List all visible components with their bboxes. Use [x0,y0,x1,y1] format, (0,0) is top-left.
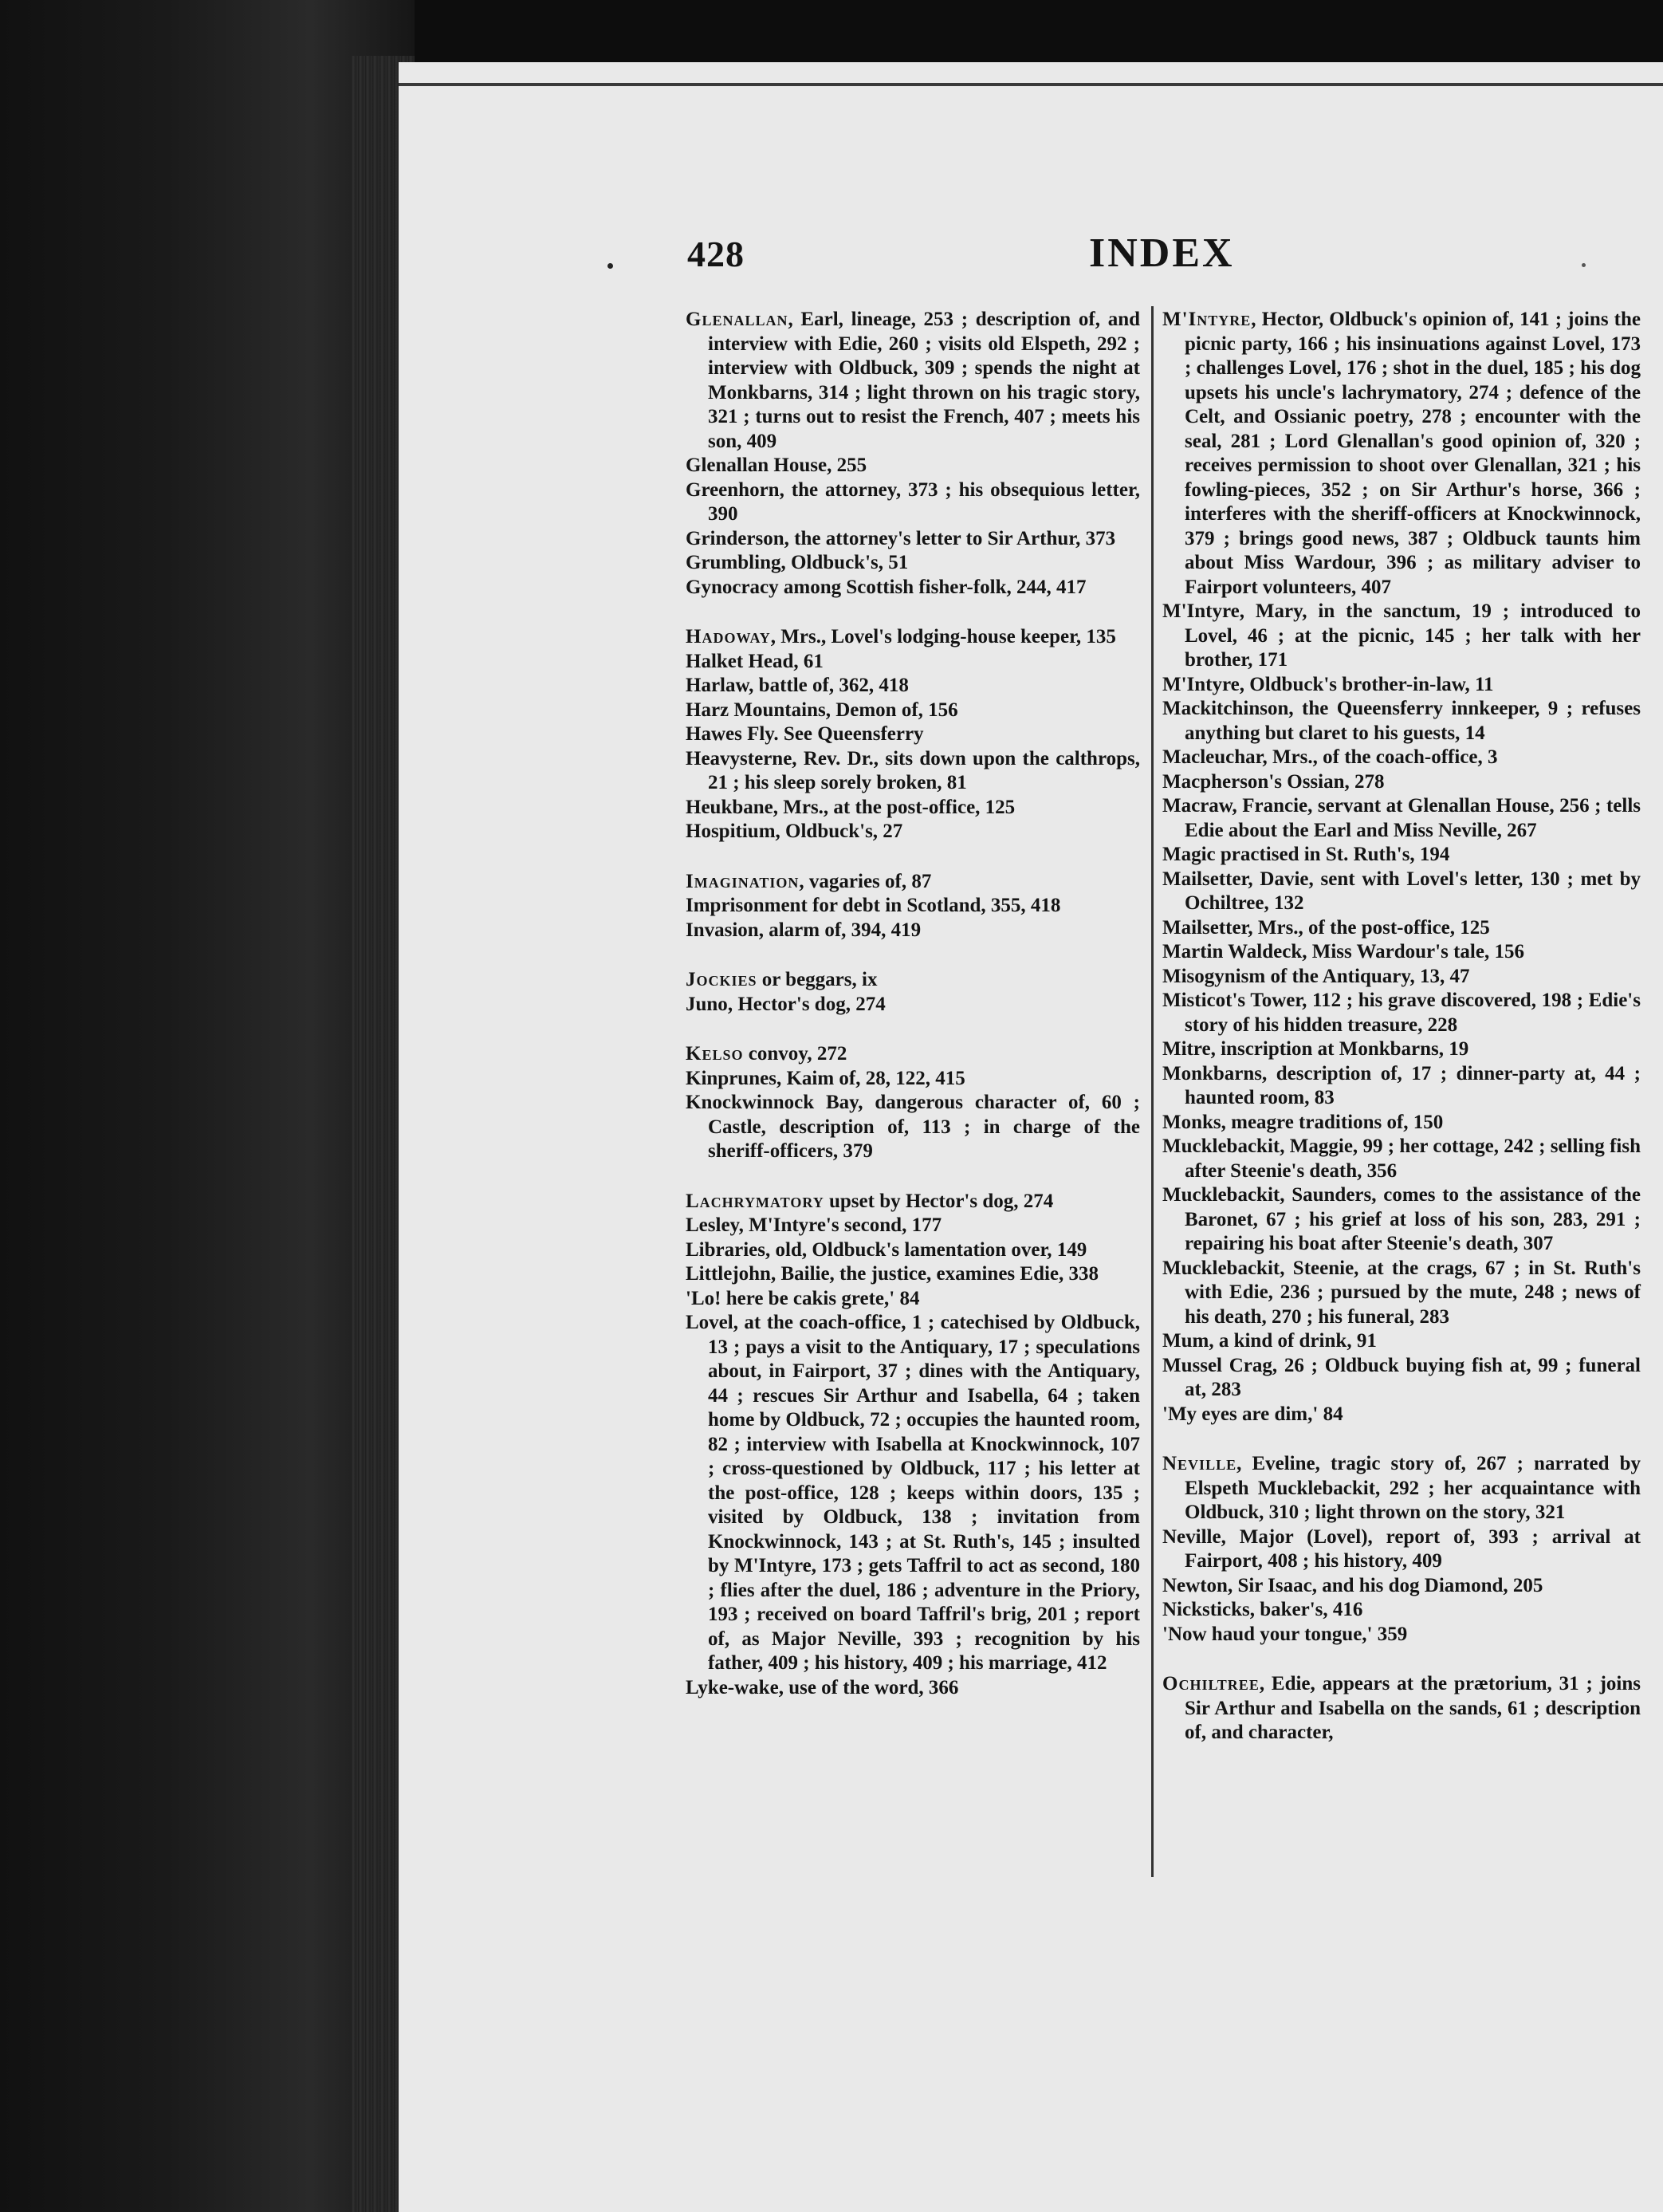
index-entry-head: Macpherson's Ossian [1162,770,1345,793]
index-entry-text: , Steenie, at the crags, 67 ; in St. Ruth's with Edie, 236 ; pursued by the mute, 248 ; news of his death, 270 ; his funeral, 283 [1185,1257,1641,1328]
index-column-left [686,308,1140,1700]
index-entry-head: M'Intyre [1162,673,1240,695]
index-entry-text: for debt in Scotland, 355, 418 [807,895,1061,916]
ink-speck [607,263,613,269]
index-entry-text: , meagre traditions of, 150 [1221,1111,1444,1133]
index-entry-head: Jockies [686,969,757,990]
index-entry [1162,1183,1641,1257]
index-entry-head: Hawes Fly [686,723,774,745]
index-entry [686,454,1140,478]
index-entry-head: Knockwinnock Bay [686,1092,859,1113]
index-entry [686,551,1140,576]
index-entry-head: Hadoway [686,626,771,647]
index-entry [686,478,1140,527]
page-number: 428 [687,234,745,274]
index-entry-text: , Bailie, the justice, examines Edie, 338 [770,1263,1099,1285]
index-entry-text: , Hector's dog, 274 [727,993,886,1015]
index-entry [686,674,1140,699]
index-entry [1162,843,1641,868]
index-entry [1162,965,1641,990]
page-title: INDEX [1089,230,1235,276]
letter-group-gap [686,943,1140,968]
index-entry-text: , Mrs., of the post-office, 125 [1248,916,1490,939]
index-entry [1162,1452,1641,1525]
index-entry-head: Lesley [686,1214,739,1236]
index-entry [686,722,1140,747]
index-entry-text: , Oldbuck's, 51 [780,552,909,573]
index-entry-head: Mum [1162,1330,1209,1352]
index-entry [1162,1574,1641,1599]
index-entry-text: , vagaries of, 87 [799,870,932,892]
index-entry-text: convoy, 272 [743,1043,847,1065]
index-entry-head: Misticot's Tower [1162,990,1303,1011]
index-entry [1162,1672,1641,1746]
index-entry-head: 'My eyes are dim,' [1162,1403,1319,1425]
index-entry-head: Mussel Crag [1162,1354,1272,1376]
index-entry-head: Gynocracy [686,576,779,598]
index-entry-head: Hospitium [686,821,776,842]
index-entry-text: , inscription at Monkbarns, 19 [1210,1038,1469,1060]
index-entry-head: Neville [1162,1453,1237,1474]
index-entry [1162,1111,1641,1136]
index-entry-head: Mailsetter [1162,916,1248,939]
index-entry-head: Grumbling [686,552,781,573]
index-entry-text: 359 [1372,1623,1408,1645]
index-entry [686,1091,1140,1164]
column-divider [1151,306,1154,1877]
index-entry-text: , Francie, servant at Glenallan House, 256 ; tells Edie about the Earl and Miss Neville, 267 [1185,795,1641,841]
index-entry-head: Glenallan House [686,455,828,476]
index-entry-text: among Scottish fisher-folk, 244, 417 [778,576,1087,598]
index-entry-text: , dangerous character of, 60 ; Castle, description of, 113 ; in charge of the sheriff-officers, 379 [708,1092,1140,1162]
index-entry [1162,1525,1641,1574]
index-entry-text: , a kind of drink, 91 [1209,1330,1377,1352]
index-entry-head: 'Lo! here be cakis grete,' [686,1287,895,1309]
index-entry [686,699,1140,723]
index-entry-text: , Mrs., at the post-office, 125 [773,796,1016,818]
index-entry-text: , 61 [793,650,824,672]
index-entry-head: Grinderson [686,527,784,549]
index-entry [1162,600,1641,673]
index-entry [686,796,1140,821]
index-entry [686,894,1140,919]
index-entry [686,1676,1140,1701]
index-entry [1162,770,1641,795]
index-entry [686,993,1140,1017]
index-entry [1162,1623,1641,1647]
index-entry [686,1238,1140,1263]
index-entry-text: , Oldbuck's brother-in-law, 11 [1239,673,1494,695]
index-entry-head: Harz Mountains [686,699,826,721]
index-entry [1162,989,1641,1037]
index-entry-head: M'Intyre [1162,309,1252,330]
index-entry-head: Mailsetter [1162,868,1248,890]
letter-group-gap [686,1017,1140,1042]
index-entry [1162,1354,1641,1403]
index-entry-text: , use of the word, 366 [778,1676,959,1698]
index-entry [1162,868,1641,916]
index-entry [686,1042,1140,1067]
index-entry-head: Monks [1162,1111,1221,1133]
index-entry-head: Mackitchinson [1162,698,1289,719]
index-entry-text: , Oldbuck's, 27 [775,821,903,842]
letter-group-gap [686,600,1140,625]
index-entry-text: , Demon of, 156 [825,699,958,721]
index-entry-text: , M'Intyre's second, 177 [738,1214,942,1236]
index-entry-text: , the attorney, 373 ; his obsequious letter, 390 [708,478,1140,525]
letter-group-gap [686,1164,1140,1190]
index-entry-text: 84 [1318,1403,1343,1425]
book-page [399,62,1663,2212]
index-entry-text: , at the coach-office, 1 ; catechised by Oldbuck, 13 ; pays a visit to the Antiquary, 17 ; speculations about, in Fairport, 37 ; dines with the Antiquary, 44 ; rescues Sir Arthur and Isabella, 64 ; taken home by Oldbuck, 72 ; occupies the haunted room, 82 ; interview with Isabella at Knockwinnock, 107 ; cross-questioned by Oldbuck, 117 ; his letter at the post-office, 128 ; keeps within doors, 135 ; visited by Oldbuck, 138 ; invitation from Knockwinnock, 143 ; at St. Ruth's, 145 ; insulted by M'Intyre, 173 ; gets Taffril to act as second, 180 ; flies after the duel, 186 ; adventure in the Priory, 193 ; received on board Taffril's brig, 201 ; report of, as Major Neville, 393 ; recognition by his father, 409 ; his history, 409 ; his marriage, 412 [708,1312,1140,1674]
index-entry [686,576,1140,600]
index-entry-head: Ochiltree [1162,1673,1260,1694]
index-entry-text: , Davie, sent with Lovel's letter, 130 ; met by Ochiltree, 132 [1185,868,1641,914]
index-entry-head: Magic [1162,844,1216,865]
index-entry [686,1262,1140,1287]
index-entry-head: Misogynism [1162,965,1266,987]
index-entry-text: , 112 ; his grave discovered, 198 ; Edie's story of his hidden treasure, 228 [1185,990,1641,1036]
index-entry-head: Kelso [686,1043,744,1065]
letter-group-gap [686,844,1140,870]
index-entry [686,870,1140,895]
index-entry-text: , Major (Lovel), report of, 393 ; arrival at Fairport, 408 ; his history, 409 [1185,1525,1641,1572]
letter-group-gap [1162,1427,1641,1452]
index-entry-text: , Sir Isaac, and his dog Diamond, 205 [1227,1574,1543,1596]
index-entry-head: Nicksticks [1162,1599,1250,1620]
index-entry-text: 84 [894,1287,920,1309]
index-entry [686,919,1140,943]
index-entry [686,820,1140,844]
index-entry [686,527,1140,552]
index-entry [1162,1062,1641,1111]
index-entry-head: Juno [686,993,728,1015]
index-entry [686,1214,1140,1238]
index-entry [1162,746,1641,770]
index-entry-head: Mucklebackit [1162,1257,1280,1279]
index-entry [1162,697,1641,746]
index-entry-head: Mucklebackit [1162,1184,1280,1206]
index-entry-text: , Rev. Dr., sits down upon the calthrops, 21 ; his sleep sorely broken, 81 [708,747,1140,793]
index-entry-text: , 278 [1344,770,1385,793]
index-entry-head: Halket Head [686,650,794,672]
index-entry-head: Mucklebackit [1162,1136,1280,1157]
index-entry-head: Monkbarns [1162,1062,1263,1084]
index-entry [1162,940,1641,965]
index-entry-head: Martin Waldeck [1162,941,1303,962]
index-entry [686,968,1140,993]
index-entry-head: Heavysterne [686,747,792,769]
index-entry [1162,673,1641,698]
index-entry [1162,794,1641,843]
index-entry [686,1190,1140,1214]
index-entry-text: , the Queensferry innkeeper, 9 ; refuses anything but claret to his guests, 14 [1185,698,1641,744]
index-entry-text: , baker's, 416 [1249,1599,1363,1620]
index-entry-head: Imprisonment [686,895,808,916]
index-entry-text: upset by Hector's dog, 274 [824,1190,1054,1212]
index-entry [686,650,1140,675]
index-entry-head: Imagination [686,870,800,892]
index-entry-head: Lovel [686,1312,733,1333]
index-entry-head: Invasion [686,919,759,941]
index-entry [1162,308,1641,600]
index-entry-text: practised in St. Ruth's, 194 [1215,844,1450,865]
index-entry-text: or beggars, ix [757,969,878,990]
index-entry-text: , the attorney's letter to Sir Arthur, 373 [784,527,1116,549]
index-entry-head: M'Intyre [1162,600,1240,622]
index-entry [1162,1598,1641,1623]
index-entry [686,747,1140,796]
index-entry-head: Greenhorn [686,478,780,501]
index-entry-head: Libraries [686,1238,765,1261]
index-entry-text: , battle of, 362, 418 [749,675,909,696]
index-entry-text: , Hector, Oldbuck's opinion of, 141 ; joins the picnic party, 166 ; his insinuations against Lovel, 173 ; challenges Lovel, 176 ; shot in the duel, 185 ; his dog upsets his uncle's lachrymatory, 274 ; defence of the Celt, and Ossianic poetry, 278 ; encounter with the seal, 281 ; Lord Glenallan's good opinion of, 320 ; receives permission to shoot over Glenallan, 321 ; his fowling-pieces, 352 ; on Sir Arthur's horse, 366 ; interferes with the sheriff-officers at Knockwinnock, 379 ; brings good news, 387 ; Oldbuck taunts him about Miss Wardour, 396 ; as military adviser to Fairport volunteers, 407 [1185,309,1641,598]
index-entry-text: , Edie, appears at the prætorium, 31 ; joins Sir Arthur and Isabella on the sands, 61 ; description of, and character, [1185,1673,1641,1743]
index-entry-text: , 26 ; Oldbuck buying fish at, 99 ; funeral at, 283 [1185,1354,1641,1400]
index-entry [1162,1403,1641,1427]
index-entry-head: Neville [1162,1525,1221,1548]
index-entry [686,1067,1140,1092]
index-entry-text: , Kaim of, 28, 122, 415 [776,1067,965,1089]
index-entry-head: Littlejohn [686,1263,771,1285]
index-entry-head: Lyke-wake [686,1676,779,1698]
index-entry-head: Lachrymatory [686,1190,824,1212]
index-entry [1162,1329,1641,1354]
index-entry [686,1287,1140,1312]
index-entry-head: 'Now haud your tongue,' [1162,1623,1373,1645]
index-entry-text: , 255 [827,455,867,476]
index-entry-text: of the Antiquary, 13, 47 [1265,965,1470,987]
index-entry [1162,1257,1641,1330]
letter-group-gap [1162,1647,1641,1672]
index-entry-text: , Eveline, tragic story of, 267 ; narrated by Elspeth Mucklebackit, 292 ; her acquaintance with Oldbuck, 310 ; light thrown on the story, 321 [1185,1453,1641,1523]
index-entry-head: Harlaw [686,675,749,696]
index-entry-text: . See Queensferry [773,723,924,745]
index-entry-head: Kinprunes [686,1067,776,1089]
index-entry-text: , Miss Wardour's tale, 156 [1302,941,1524,962]
index-entry [1162,1135,1641,1183]
index-column-right [1162,308,1641,1746]
index-entry [1162,916,1641,941]
index-entry-text: , Mrs., of the coach-office, 3 [1262,746,1498,768]
index-entry-head: Glenallan [686,309,788,330]
index-entry-head: Mitre [1162,1038,1211,1060]
ink-speck [1582,263,1586,267]
index-entry-text: , Maggie, 99 ; her cottage, 242 ; selling fish after Steenie's death, 356 [1185,1136,1641,1182]
index-entry-text: , description of, 17 ; dinner-party at, 44 ; haunted room, 83 [1185,1062,1641,1108]
index-entry-text: , Earl, lineage, 253 ; description of, and interview with Edie, 260 ; visits old Elspeth, 292 ; interview with Oldbuck, 309 ; spends the night at Monkbarns, 314 ; light thrown on his tragic story, 321 ; turns out to resist the French, 407 ; meets his son, 409 [708,309,1140,452]
index-entry-head: Heukbane [686,796,773,818]
index-entry [1162,1037,1641,1062]
index-entry-text: , Mary, in the sanctum, 19 ; introduced to Lovel, 46 ; at the picnic, 145 ; her talk with her brother, 171 [1185,600,1641,671]
index-entry-text: , old, Oldbuck's lamentation over, 149 [765,1238,1087,1261]
index-entry-head: Newton [1162,1574,1228,1596]
index-entry-text: , Mrs., Lovel's lodging-house keeper, 135 [770,626,1116,647]
index-entry [686,1311,1140,1676]
index-entry-text: , Saunders, comes to the assistance of the Baronet, 67 ; his grief at loss of his son, 283, 291 ; repairing his boat after Steenie's death, 307 [1185,1184,1641,1254]
index-entry-head: Macleuchar [1162,746,1263,768]
page-rule [399,83,1663,86]
index-entry [686,308,1140,454]
index-entry-text: , alarm of, 394, 419 [758,919,922,941]
index-entry-head: Macraw [1162,795,1233,817]
index-entry [686,625,1140,650]
